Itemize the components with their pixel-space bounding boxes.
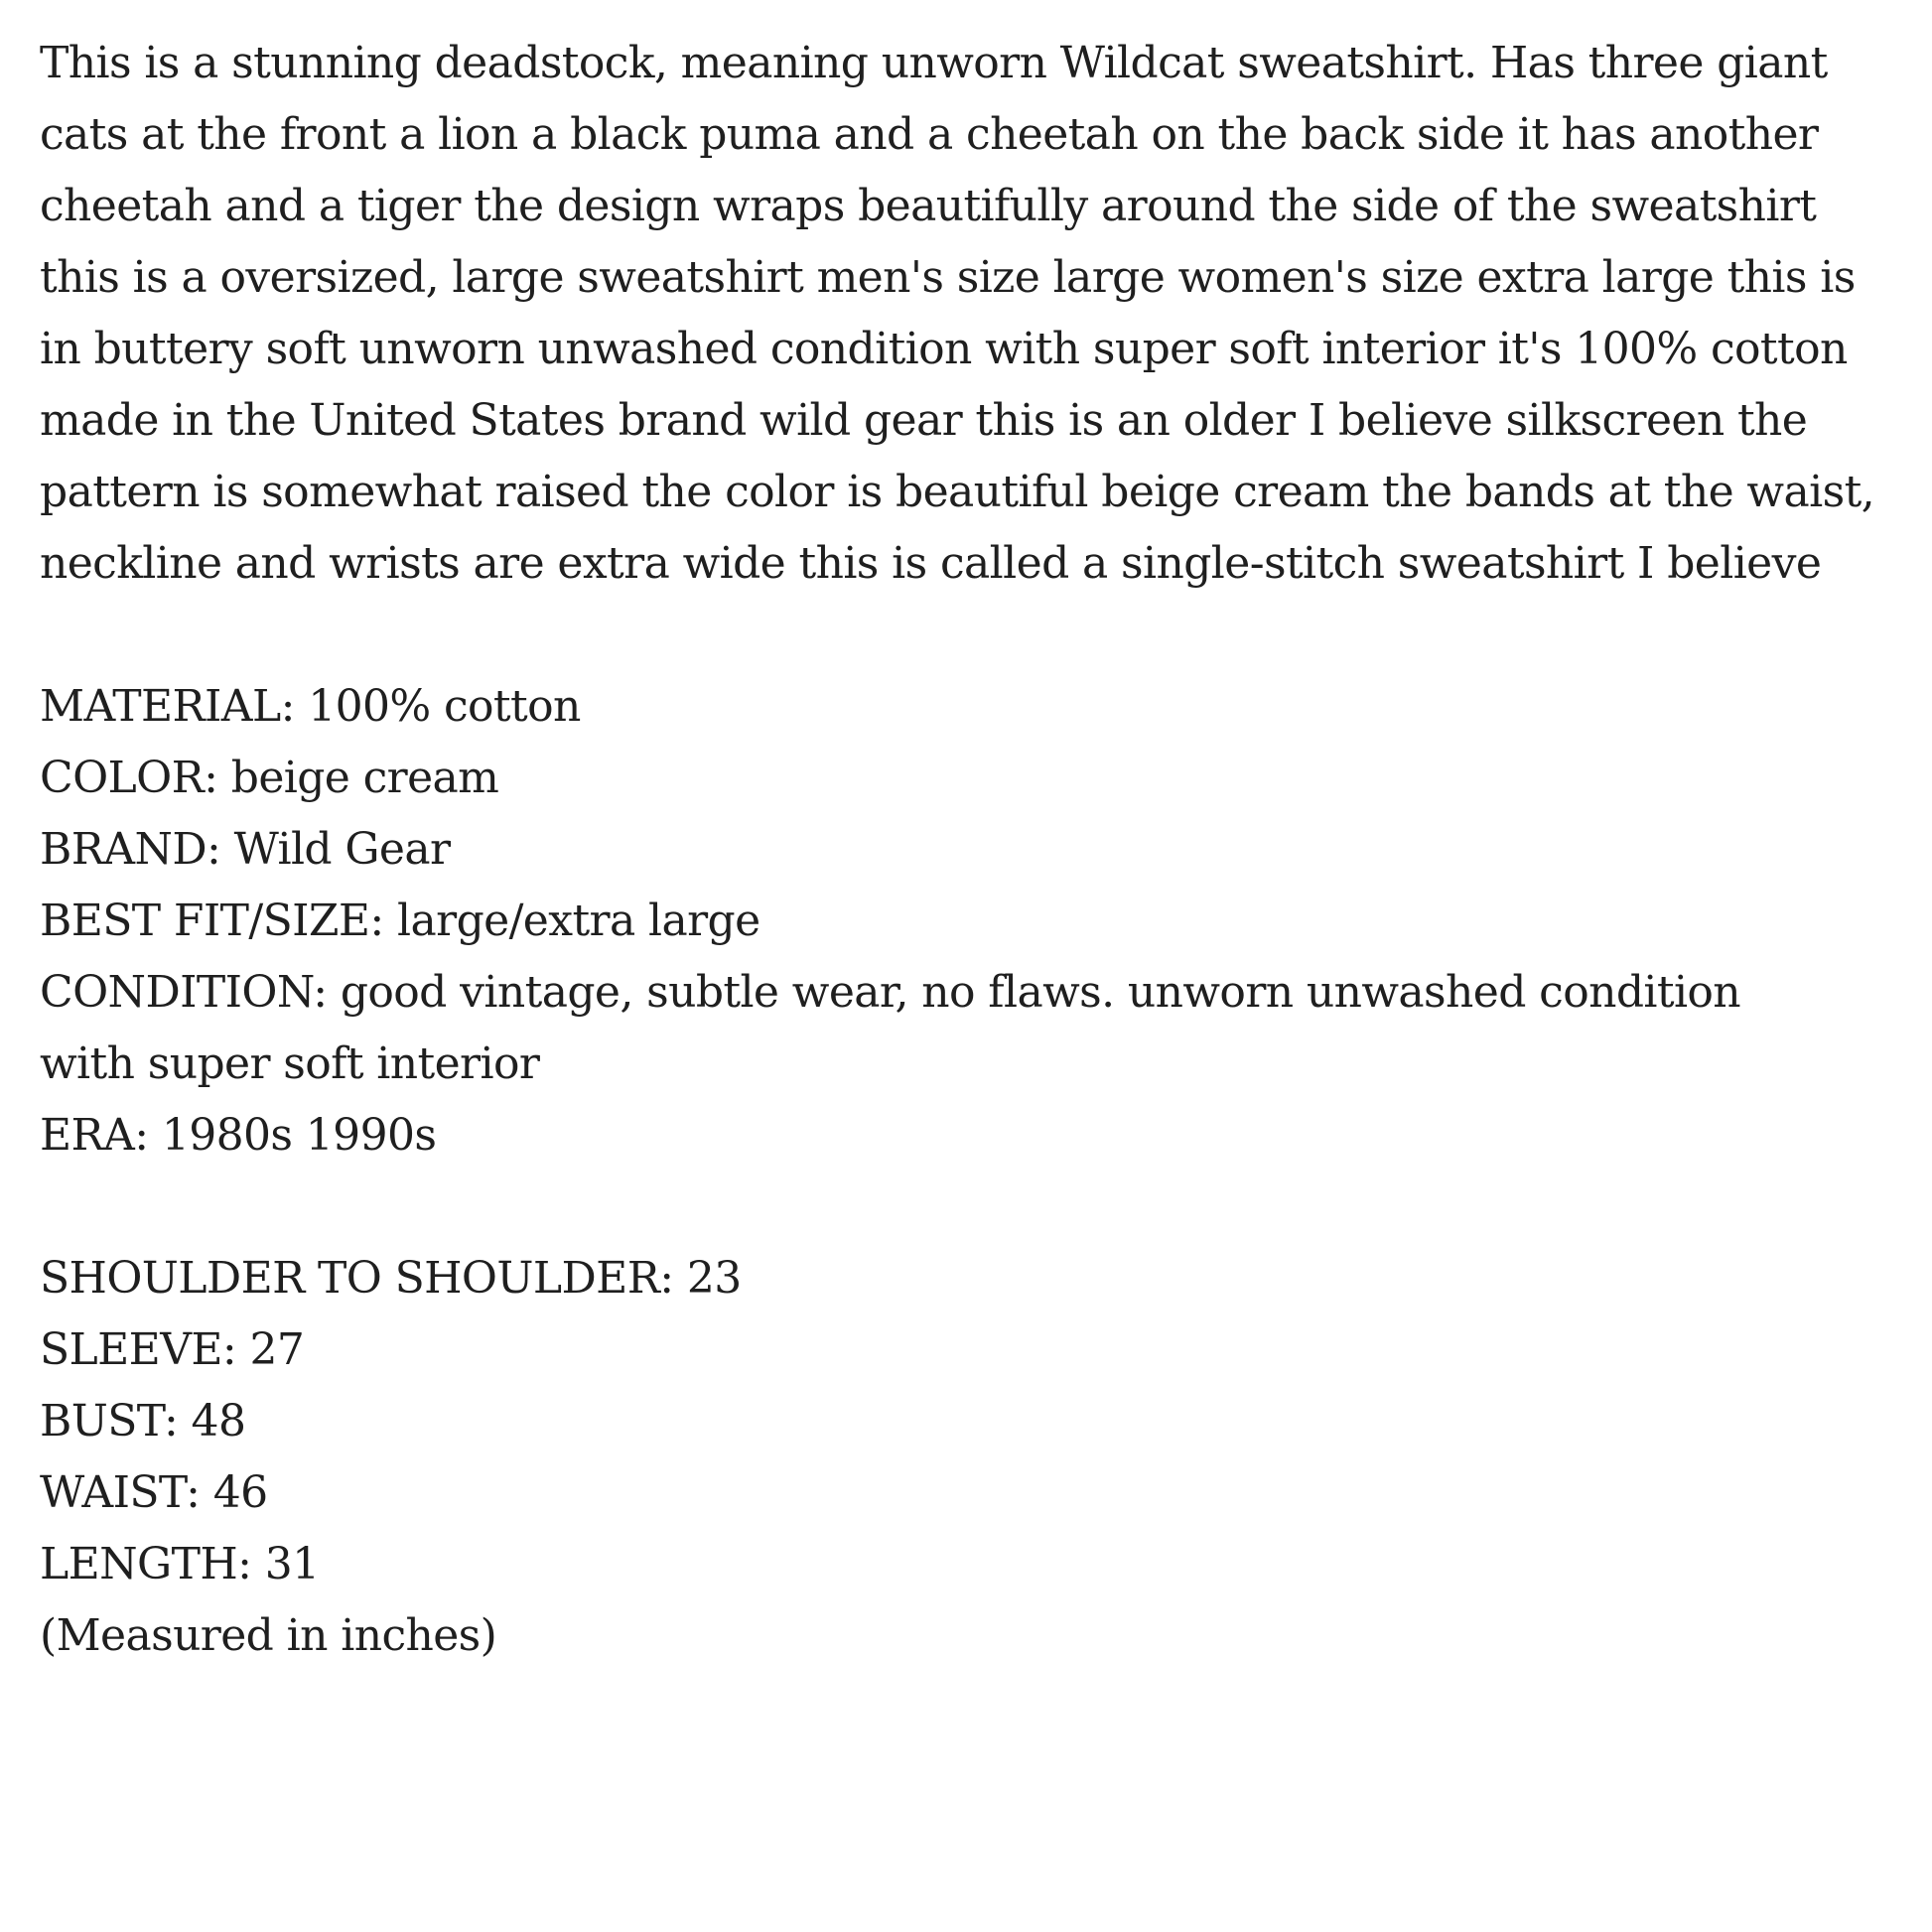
paragraph-spacer [40, 1172, 1906, 1243]
paragraph-spacer [40, 600, 1906, 671]
description-line: this is a oversized, large sweatshirt men's size large women's size extra large this is [40, 252, 1856, 303]
description-line: This is a stunning deadstock, meaning unworn Wildcat sweatshirt. Has three giant [40, 38, 1828, 88]
detail-condition-continued: with super soft interior [40, 1038, 540, 1089]
description-line: in buttery soft unworn unwashed condition with super soft interior it's 100% cotton [40, 324, 1848, 374]
description-line: cats at the front a lion a black puma and a cheetah on the back side it has another [40, 109, 1819, 160]
detail-fit: BEST FIT/SIZE: large/extra large [40, 896, 760, 946]
description-line: pattern is somewhat raised the color is beautiful beige cream the bands at the waist, [40, 467, 1875, 517]
detail-color: COLOR: beige cream [40, 753, 499, 803]
measurement-waist: WAIST: 46 [40, 1467, 268, 1518]
measurement-unit-note: (Measured in inches) [40, 1610, 497, 1661]
listing-description [40, 28, 1906, 1672]
details-list [40, 671, 1906, 1172]
detail-era: ERA: 1980s 1990s [40, 1110, 437, 1161]
measurements-list [40, 1243, 1906, 1672]
description-line: made in the United States brand wild gear this is an older I believe silkscreen the [40, 395, 1808, 446]
description-line: neckline and wrists are extra wide this is called a single-stitch sweatshirt I believe [40, 538, 1822, 589]
description-paragraph [40, 28, 1906, 600]
detail-brand: BRAND: Wild Gear [40, 824, 451, 875]
measurement-length: LENGTH: 31 [40, 1539, 320, 1589]
detail-material: MATERIAL: 100% cotton [40, 681, 581, 732]
measurement-sleeve: SLEEVE: 27 [40, 1324, 305, 1375]
measurement-shoulder: SHOULDER TO SHOULDER: 23 [40, 1253, 742, 1304]
measurement-bust: BUST: 48 [40, 1396, 246, 1447]
detail-condition: CONDITION: good vintage, subtle wear, no flaws. unworn unwashed condition [40, 967, 1741, 1018]
description-line: cheetah and a tiger the design wraps beautifully around the side of the sweatshirt [40, 181, 1817, 231]
